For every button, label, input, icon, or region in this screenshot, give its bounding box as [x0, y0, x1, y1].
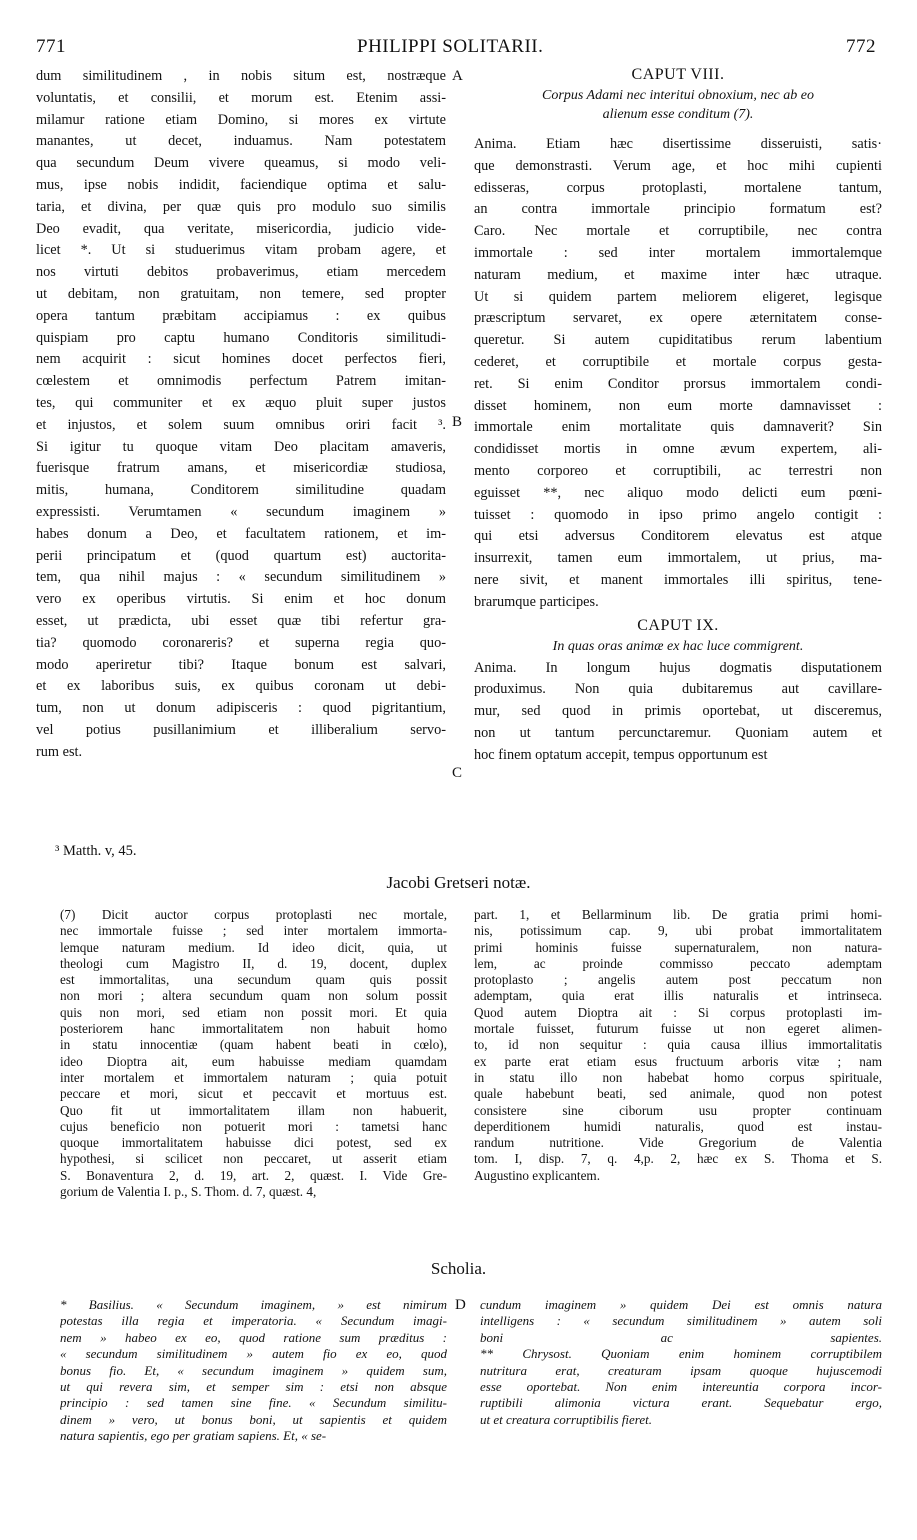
note-line: quoque immortalitatem habuisse dici potest, sed ex — [60, 1135, 447, 1151]
note-line: non mori ; altera secundum quam non solum possit — [60, 988, 447, 1004]
text-line: Anima. In longum hujus dogmatis disputationem — [474, 659, 882, 676]
text-line: Anima. Etiam hæc disertissime disseruisti, satis· — [474, 136, 882, 152]
scholia-line: ut qui revera sim, et semper sim : etsi non absque — [60, 1379, 447, 1395]
text-line: opera tantum præbitam accipiamus : ex quibus — [36, 307, 446, 324]
scholia-line: intelligens : « secundum similitudinem » autem soli — [480, 1313, 882, 1329]
text-line: tem, qua nihil majus : « secundum similitudinem » — [36, 569, 446, 586]
text-line: habes donum a Deo, et facultatem rationem, et im- — [36, 525, 446, 542]
scholia-line: principio : sed tamen sine fine. « Secundum similitu- — [60, 1395, 447, 1411]
scholia-line: nutritura erat, creaturam ipsam quoque hujuscemodi — [480, 1362, 882, 1378]
scholia-line: cundum imaginem » quidem Dei est omnis natura — [480, 1297, 882, 1312]
note-line: S. Bonaventura 2, d. 19, art. 2, quæst. I. Vide Gre- — [60, 1167, 447, 1183]
text-line: que demonstrasti. Verum age, et hoc mihi cupienti — [474, 157, 882, 174]
scholia-line: nem » habeo ex eo, quod ratione sum præditus : — [60, 1329, 447, 1345]
scholia-left-column — [60, 1297, 447, 1445]
text-line: perii principatum et (quod quartum est) auctorita- — [36, 547, 446, 564]
text-line: cœlestem et omnimodis perfectum Patrem imitan- — [36, 373, 446, 390]
note-line: ademptam, quia erat illis naturalis et intrinseca. — [474, 988, 882, 1004]
chapter-subtitle-9: In quas oras animæ ex hac luce commigrent. — [552, 638, 804, 654]
text-line: Si igitur tu quoque vitam Deo placitam amaveris, — [36, 438, 446, 455]
note-line: ex parte erat etiam esus fructuum arboris vitæ ; nam — [474, 1053, 882, 1069]
text-line: vero ex operibus virtutis. Si enim et hoc donum — [36, 591, 446, 608]
text-line: tes, qui communiter et ex æquo pluit super justos — [36, 394, 446, 411]
text-line: quispiam pro captu humano Conditoris similitudi- — [36, 329, 446, 346]
scholia-line: potestas illa regia et imperatoria. « Secundum imagi- — [60, 1313, 447, 1329]
text-line: qui etsi adversus Conditorem elevatus est atque — [474, 528, 882, 545]
text-line: tia? quomodo coronareris? et superna regia quo- — [36, 634, 446, 651]
chapter-9-text — [474, 658, 882, 767]
scholia-line: dinem » vero, ut bonus boni, ut sapientis et quidem — [60, 1411, 447, 1427]
margin-marker-a: A — [452, 68, 463, 84]
margin-marker-b: B — [452, 414, 463, 430]
text-line: naturam medium, et maxime inter hæc utraque. — [474, 266, 882, 283]
note-line: lem, ac proinde commisso peccato ademptam — [474, 955, 882, 971]
scholia-line: natura sapientis, ego per gratiam sapiens. Et, « se- — [60, 1428, 327, 1444]
scholia-line: * Basilius. « Secundum imaginem, » est nimirum — [60, 1297, 447, 1312]
text-line: an contra immortale principio formatum est? — [474, 201, 882, 218]
text-line: et injustos, et solem suum omnibus oriri facit ³. — [36, 416, 446, 433]
right-column — [474, 64, 882, 767]
note-line: primi hominis fuisse supernaturalem, non natura- — [474, 939, 882, 955]
text-line: fuerisque fratrum amans, et misericordiæ studiosa, — [36, 460, 446, 477]
note-line: Quo fit ut immortalitatem illam non habuerit, — [60, 1102, 447, 1118]
chapter-subtitle-8-line2: alienum esse conditum (7). — [602, 107, 754, 122]
text-line: mus, ipse nobis indidit, faciendique optima et salu- — [36, 176, 446, 193]
text-line: mitis, humana, Conditorem similitudine quadam — [36, 482, 446, 499]
text-line: immortale : sed inter mortalem immortalemque — [474, 244, 882, 261]
note-line: nis, potissimum cap. 9, ubi probat immortalitatem — [474, 923, 882, 939]
text-line: licet *. Ut si studuerimus vitam probam agere, et — [36, 242, 446, 259]
scholia-line: bonus fio. Et, « secundum imaginem » quidem sum, — [60, 1362, 447, 1378]
chapter-subtitle-8-line1: Corpus Adami nec interitui obnoxium, nec ab eo — [542, 88, 814, 103]
note-line: consistere sine ciborum usu propter continuam — [474, 1102, 882, 1118]
note-line: tom. I, disp. 7, q. 4,p. 2, hæc ex S. Thoma et S. — [474, 1151, 882, 1167]
text-line: voluntatis, et consilii, et morum est. Etenim assi- — [36, 89, 446, 106]
notes-title: Jacobi Gretseri notæ. — [386, 873, 531, 892]
text-line: non ut tantum percunctaremur. Quoniam autem et — [474, 724, 882, 741]
chapter-heading-8: CAPUT VIII. — [631, 66, 725, 83]
scholia-line: ruptibili alimonia victura erant. Sequebatur ergo, — [480, 1395, 882, 1411]
text-line: dum similitudinem , in nobis situm est, nostræque — [36, 68, 446, 84]
text-line: condidisset mortis in omne ævum expertem, ali- — [474, 441, 882, 458]
running-title: PHILIPPI SOLITARII. — [357, 36, 544, 57]
note-line: Augustino explicantem. — [474, 1167, 600, 1183]
scholia-line: « secundum similitudinem » autem fio ex eo, quod — [60, 1346, 447, 1362]
note-line: part. 1, et Bellarminum lib. De gratia primi homi- — [474, 907, 882, 922]
note-line: to, id non sequitur : quia causa illius immortalitatis — [474, 1037, 882, 1053]
note-line: mortale fuisset, futurum fuisse ut non egeret alimen- — [474, 1021, 882, 1037]
note-line: in statu illo non habebat homo corpus spirituale, — [474, 1069, 882, 1085]
text-line: esset, ut prædicta, ubi esset quæ tibi refertur gra- — [36, 612, 446, 629]
text-line: hoc finem optatum accepit, tempus opportunum est — [474, 746, 768, 763]
scholia-line: ut et creatura corruptibilis fieret. — [480, 1411, 652, 1427]
text-line: immortale enim mortalitate quis damnaverit? Sin — [474, 419, 882, 436]
note-line: nec immortale fuisse ; sed inter mortalem immorta- — [60, 923, 447, 939]
scholia-line: esse oportebat. Non enim intereuntia corpora incor- — [480, 1379, 882, 1395]
text-line: brarumque participes. — [474, 593, 599, 610]
note-line: randum nutritione. Vide Gregorium de Valentia — [474, 1135, 882, 1151]
text-line: ut debitam, non gratuitam, non temere, sed propter — [36, 285, 446, 302]
scholia-title: Scholia. — [430, 1259, 487, 1278]
text-line: et ex laboribus suis, ex quibus coronam ut debi- — [36, 678, 446, 695]
text-line: modo aperiretur tibi? Itaque bonum est salvari, — [36, 656, 446, 673]
text-line: produximus. Non quia dubitaremus aut cavillare- — [474, 681, 882, 698]
scholia-line: boni ac sapientes. — [480, 1329, 882, 1345]
note-line: est immortalitas, una secundum quam quis possit — [60, 972, 447, 988]
text-line: nos virtuti debitos probaverimus, etiam mercedem — [36, 264, 446, 281]
chapter-heading-9: CAPUT IX. — [637, 616, 719, 634]
text-line: expressisti. Verumtamen « secundum imaginem » — [36, 503, 446, 520]
scholia-right-column — [480, 1297, 882, 1428]
note-line: lemque naturam medium. Id ideo dicit, quia, ut — [60, 939, 447, 955]
notes-left-column — [60, 907, 447, 1200]
text-line: disset hominem, non eum morte damnavisset : — [474, 397, 882, 414]
text-line: nere sivit, et manent immortales illi spiritus, tene- — [474, 571, 882, 588]
text-line: manantes, ut decet, induamus. Nam potestatem — [36, 133, 446, 150]
note-line: gorium de Valentia I. p., S. Thom. d. 7, quæst. 4, — [60, 1184, 317, 1200]
text-line: mur, sed quod in primis oportebat, ut disceremus, — [474, 703, 882, 720]
page-number-right: 772 — [846, 36, 876, 57]
text-line: Caro. Nec mortale et corruptibile, nec contra — [474, 223, 882, 240]
note-line: protoplasto ; angelis autem post peccatum non — [474, 972, 882, 988]
note-line: cujus beneficio non potuerit mori : tametsi hanc — [60, 1118, 447, 1134]
page-number-left: 771 — [36, 36, 66, 57]
text-line: Ut si quidem partem meliorem eligeret, legisque — [474, 288, 882, 305]
left-column-footnote: ³ Matth. v, 45. — [55, 843, 137, 859]
notes-right-column — [474, 907, 882, 1184]
text-line: tuisset : quomodo in ipso primo angelo contigit : — [474, 506, 882, 523]
text-line: queretur. Si autem cupiditatibus rerum labentium — [474, 332, 882, 349]
left-column-text — [36, 66, 446, 764]
margin-marker-d: D — [455, 1297, 466, 1313]
margin-marker-c: C — [452, 765, 463, 781]
text-line: tum, non ut donum adipisceris : quod pigritantium, — [36, 700, 446, 717]
note-line: ideo Dioptra ait, eum habuisse mediam quamdam — [60, 1053, 447, 1069]
note-line: inter mortalem et immortalem naturam ; quia potuit — [60, 1069, 447, 1085]
note-line: deperditionem humidi naturalis, quod est instau- — [474, 1118, 882, 1134]
text-line: nem acquirit : sicut homines docet perfectos fieri, — [36, 351, 446, 368]
note-line: quale habebunt beati, sed animale, quod non potest — [474, 1086, 882, 1102]
text-line: præscriptum servaret, ex opere æternitatem conse- — [474, 310, 882, 327]
note-line: posteriorem hanc immortalitatem non habuit homo — [60, 1021, 447, 1037]
note-line: theologi cum Magistro II, d. 19, docent, duplex — [60, 955, 447, 971]
text-line: rum est. — [36, 743, 83, 760]
note-line: (7) Dicit auctor corpus protoplasti nec mortale, — [60, 907, 447, 922]
chapter-8-text — [474, 134, 882, 614]
text-line: mento corporeo et corruptibili, ac terrestri non — [474, 462, 882, 479]
note-line: Quod autem Dioptra ait : Si corpus protoplasti im- — [474, 1004, 882, 1020]
text-line: insurrexit, tamen eum immortalem, ut prius, ma- — [474, 550, 882, 567]
text-line: taria, et divina, per quæ quis pro modulo suo similis — [36, 198, 446, 215]
text-line: ret. Si enim Conditor prorsus immortalem condi- — [474, 375, 882, 392]
note-line: hypothesi, si scilicet non peccaret, ut asserit etiam — [60, 1151, 447, 1167]
note-line: in statu innocentiæ (quam habent beati in cœlo), — [60, 1037, 447, 1053]
text-line: qua secundum Deum vivere queamus, si modo veli- — [36, 155, 446, 172]
text-line: Deo evadit, qua veritate, misericordia, judicio vide- — [36, 220, 446, 237]
note-line: peccare et mori, sicut et peccavit et mortuus est. — [60, 1086, 447, 1102]
text-line: milamur ratione etiam Domino, si mores ex virtute — [36, 111, 446, 128]
scholia-line: ** Chrysost. Quoniam enim hominem corruptibilem — [480, 1346, 882, 1362]
text-line: eguisset **, nec aliquo modo delicti eum pœni- — [474, 484, 882, 501]
text-line: cederet, et corruptibile et mortale corpus gesta- — [474, 353, 882, 370]
text-line: vel potius pusillanimium et illiberalium servo- — [36, 721, 446, 738]
note-line: quis non mori, sed etiam non possit mori. Et quia — [60, 1004, 447, 1020]
text-line: edisseras, corpus protoplasti, mortalene tantum, — [474, 179, 882, 196]
